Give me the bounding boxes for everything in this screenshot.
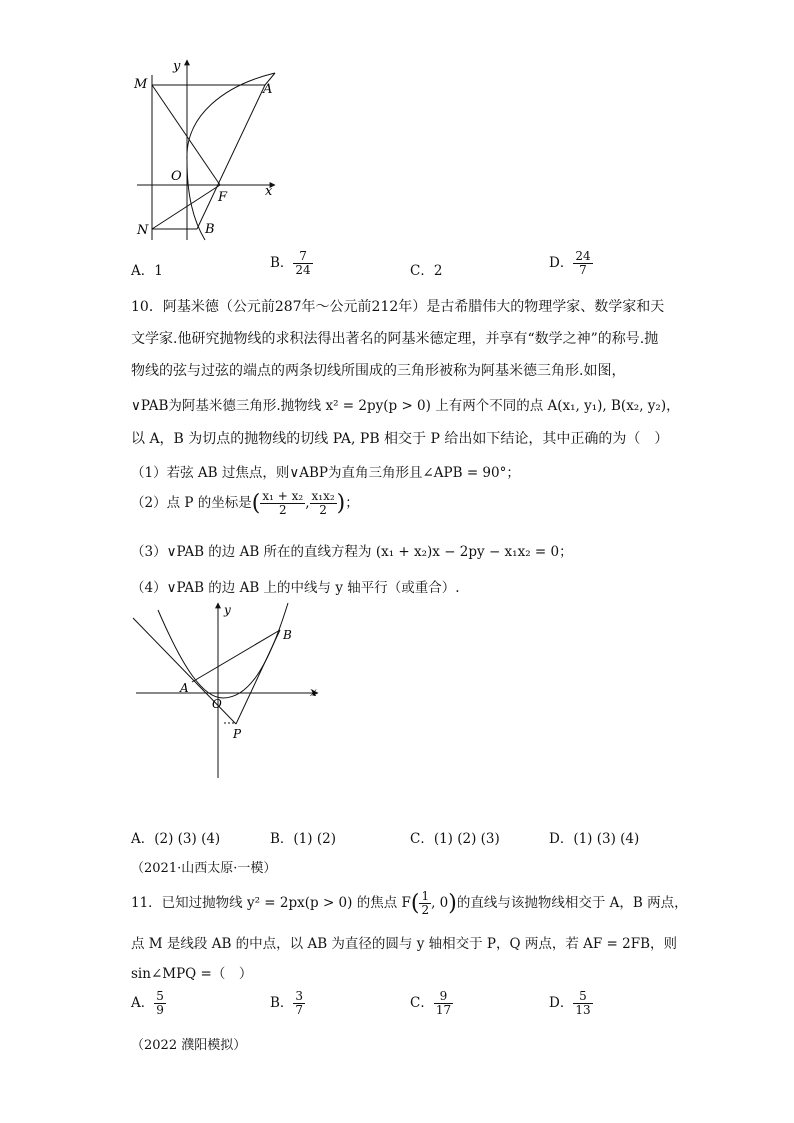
label-y2: y bbox=[224, 603, 231, 617]
q11-option-c: C． $\frac{9}{17}$ bbox=[410, 989, 452, 1018]
q9-option-d: D． $\frac{24}{7}$ bbox=[549, 249, 591, 278]
label-N: N bbox=[137, 223, 149, 238]
label-P2: P bbox=[233, 727, 242, 741]
q10-statement-2: （2）点 P 的坐标是( $\frac{\text{x₁ + x₂}}{2}$ , $\frac{\text{x₁x₂}}{2}$ )； bbox=[131, 489, 359, 518]
q11-option-b: B． $\frac{3}{7}$ bbox=[270, 989, 304, 1018]
label-B2: B bbox=[283, 628, 292, 642]
q11-line-1: 11．已知过抛物线 y² = 2px(p > 0) 的焦点 F( $\frac{1}{2}$ , 0)的直线与该抛物线相交于 A，B 两点， bbox=[131, 889, 688, 918]
q10-option-a: A．(2) (3) (4) bbox=[131, 831, 221, 847]
label-O: O bbox=[171, 169, 182, 184]
q9-option-b: B． $\frac{7}{24}$ bbox=[270, 249, 311, 278]
label-A2: A bbox=[180, 681, 189, 695]
q10-line-3: 物线的弦与过弦的端点的两条切线所围成的三角形被称为阿基米德三角形.如图， bbox=[131, 363, 626, 379]
label-y: y bbox=[173, 59, 181, 74]
q11-line-2: 点 M 是线段 AB 的中点，以 AB 为直径的圆与 y 轴相交于 P，Q 两点，若 AF = 2FB，则 bbox=[131, 936, 678, 952]
q10-statement-3: （3）∨PAB 的边 AB 所在的直线方程为 (x₁ + x₂)x − 2py − x₁x₂ = 0； bbox=[131, 544, 573, 560]
q10-option-c: C．(1) (2) (3) bbox=[410, 831, 500, 847]
label-F: F bbox=[218, 190, 228, 205]
label-A: A bbox=[263, 82, 273, 97]
label-x2: x bbox=[310, 685, 317, 699]
q10-line-1: 10．阿基米德（公元前287年～公元前212年）是古希腊伟大的物理学家、数学家和天 bbox=[131, 299, 665, 315]
q11-option-a: A． $\frac{5}{9}$ bbox=[131, 989, 164, 1018]
figure-parabola-focus bbox=[125, 55, 285, 245]
figure-archimedes-triangle bbox=[128, 598, 328, 783]
q10-line-4: ∨PAB为阿基米德三角形.抛物线 x² = 2py(p > 0) 上有两个不同的点 A(x₁, y₁), B(x₂, y₂)， bbox=[131, 398, 680, 414]
q10-line-5: 以 A，B 为切点的抛物线的切线 PA, PB 相交于 P 给出如下结论，其中正确的为（ ） bbox=[131, 431, 669, 447]
q9-option-a: A．1 bbox=[131, 263, 163, 279]
q11-line-3: sin∠MPQ =（ ） bbox=[131, 966, 253, 982]
q10-source: （2021·山西太原·一模） bbox=[131, 861, 277, 876]
q10-option-b: B．(1) (2) bbox=[270, 831, 336, 847]
q11-source: （2022 濮阳模拟） bbox=[131, 1038, 247, 1053]
label-B: B bbox=[205, 222, 215, 237]
q10-statement-4: （4）∨PAB 的边 AB 上的中线与 y 轴平行（或重合）. bbox=[131, 580, 460, 596]
q10-line-2: 文学家.他研究抛物线的求积法得出著名的阿基米德定理，并享有“数学之神”的称号.抛 bbox=[131, 331, 659, 347]
q9-option-c: C．2 bbox=[410, 263, 443, 279]
q10-option-d: D．(1) (3) (4) bbox=[549, 831, 640, 847]
q11-option-d: D． $\frac{5}{13}$ bbox=[549, 989, 591, 1018]
label-M: M bbox=[134, 77, 148, 92]
label-O2: O bbox=[212, 697, 222, 711]
q10-statement-1: （1）若弦 AB 过焦点，则∨ABP为直角三角形且∠APB = 90°； bbox=[131, 465, 520, 481]
label-x: x bbox=[265, 184, 273, 199]
